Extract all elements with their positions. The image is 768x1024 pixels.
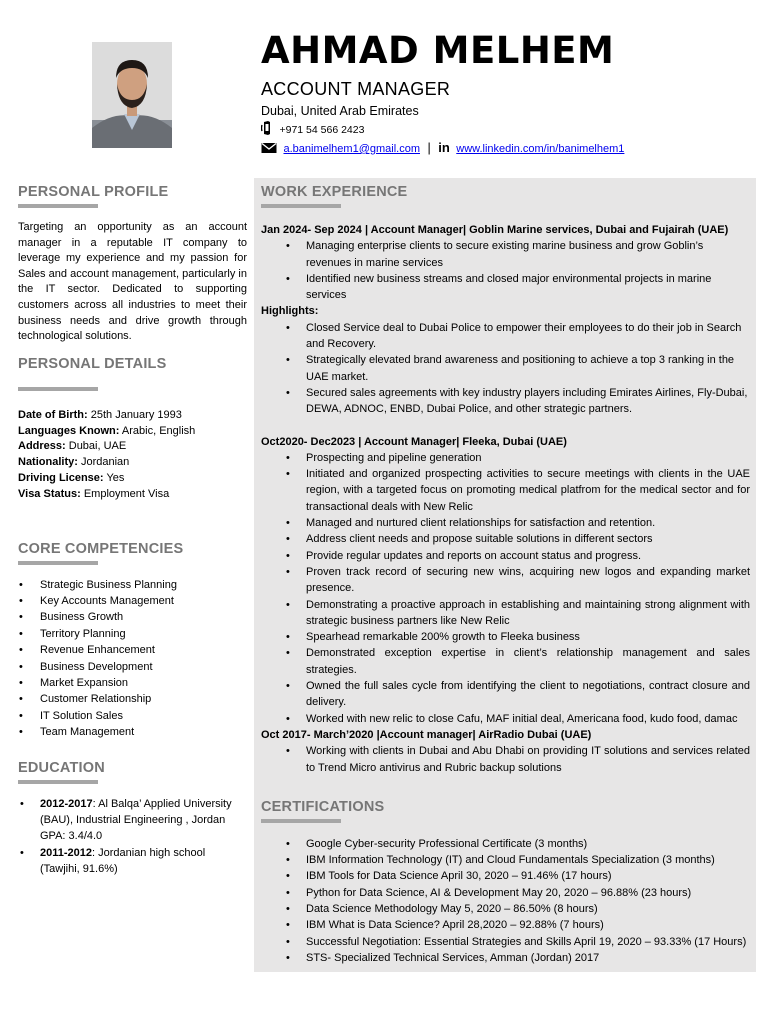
heading-underline <box>18 561 98 565</box>
highlights-label: Highlights: <box>261 305 319 318</box>
certifications-heading: CERTIFICATIONS <box>261 798 385 815</box>
job-entry <box>261 434 750 727</box>
profile-photo-image <box>92 42 172 148</box>
linkedin-link[interactable]: www.linkedin.com/in/banimelhem1 <box>456 143 625 155</box>
job-bullets <box>261 450 750 727</box>
list-item: • Data Science Methodology May 5, 2020 – 86.50% (8 hours) <box>261 901 750 917</box>
contact-separator: | <box>427 141 431 155</box>
list-item: • Google Cyber-security Professional Certificate (3 months) <box>261 836 750 852</box>
list-item: • Revenue Enhancement <box>18 642 247 658</box>
detail-row: Driving License: Yes <box>18 471 125 484</box>
list-item: • Proven track record of securing new wins, acquiring new logos and expanding market presence. <box>261 564 750 597</box>
list-item: • Closed Service deal to Dubai Police to empower their employees to do their job in Search and Recovery. <box>261 320 750 353</box>
linkedin-icon: in <box>438 140 450 155</box>
job-entry <box>261 222 750 418</box>
job-entry <box>261 727 750 776</box>
candidate-name: AHMAD MELHEM <box>261 29 615 72</box>
list-item: • IBM Tools for Data Science April 30, 2020 – 91.46% (17 hours) <box>261 868 750 884</box>
resume-header <box>261 30 761 158</box>
left-column <box>18 183 247 879</box>
list-item: • Business Development <box>18 659 247 675</box>
list-item: • IT Solution Sales <box>18 708 247 724</box>
email-icon <box>261 142 277 154</box>
list-item: • 2011-2012: Jordanian high school (Tawjihi, 91.6%) <box>18 845 247 877</box>
list-item: • Managed and nurtured client relationships for satisfaction and retention. <box>261 515 750 531</box>
certifications-list <box>261 836 750 966</box>
list-item: • Territory Planning <box>18 626 247 642</box>
detail-row: Nationality: Jordanian <box>18 456 130 469</box>
list-item: • Demonstrated exception expertise in client’s relationship management and sales strategies. <box>261 645 750 678</box>
personal-details-section <box>18 355 247 503</box>
list-item: • Working with clients in Dubai and Abu Dhabi on providing IT solutions and services related to Trend Micro antivirus and Rubric backup solutions <box>261 743 750 776</box>
details-list <box>18 408 247 503</box>
right-column <box>254 178 756 972</box>
list-item: • IBM Information Technology (IT) and Cloud Fundamentals Specialization (3 months) <box>261 852 750 868</box>
list-item: • Owned the full sales cycle from identifying the client to negotiations, contract closure and delivery. <box>261 678 750 711</box>
core-competencies-heading: CORE COMPETENCIES <box>18 540 184 557</box>
heading-underline <box>18 780 98 784</box>
certifications-section <box>261 798 750 966</box>
location-line <box>261 102 761 120</box>
education-list <box>18 796 247 878</box>
job-bullets <box>261 238 750 303</box>
detail-row: Visa Status: Employment Visa <box>18 487 170 500</box>
list-item: • 2012-2017: Al Balqa’ Applied University (BAU), Industrial Engineering , Jordan GPA: 3.4/4.0 <box>18 796 247 845</box>
location: Dubai, United Arab Emirates <box>261 104 419 118</box>
personal-details-heading: PERSONAL DETAILS <box>18 355 167 372</box>
profile-text: Targeting an opportunity as an account manager in a reputable IT company to leverage my experience and my passion for Sales and account management, particularly in the IT sector. Dedicated to supporting customers across all industries to meet their business needs and drive growth through technological solutions. <box>18 221 247 343</box>
list-item: • Team Management <box>18 724 247 740</box>
work-experience-heading: WORK EXPERIENCE <box>261 184 408 200</box>
job-role: Jan 2024- Sep 2024 | Account Manager| Goblin Marine services, Dubai and Fujairah (UAE) <box>261 224 729 236</box>
list-item: • Python for Data Science, AI & Development May 20, 2020 – 96.88% (23 hours) <box>261 885 750 901</box>
job-title: ACCOUNT MANAGER <box>261 79 451 99</box>
job-bullets <box>261 743 750 776</box>
profile-photo <box>92 42 172 148</box>
email-link[interactable]: a.banimelhem1@gmail.com <box>283 143 420 155</box>
list-item: • Customer Relationship <box>18 691 247 707</box>
phone-number: +971 54 566 2423 <box>279 124 365 136</box>
list-item: • Business Growth <box>18 609 247 625</box>
list-item: • Secured sales agreements with key industry players including Emirates Airlines, Fly-Dubai, DEWA, ADNOC, ENBD, Dubai Police, and other strategic partners. <box>261 385 750 418</box>
list-item: • Successful Negotiation: Essential Strategies and Skills April 19, 2020 – 93.33% (17 Hours) <box>261 934 750 950</box>
job-role: Oct 2017- March’2020 |Account manager| AirRadio Dubai (UAE) <box>261 728 592 741</box>
personal-profile-heading: PERSONAL PROFILE <box>18 184 169 200</box>
list-item: • Worked with new relic to close Cafu, MAF initial deal, Americana food, kudo food, damac <box>261 711 750 727</box>
contact-line <box>261 139 761 158</box>
highlight-bullets <box>261 320 750 418</box>
education-heading: EDUCATION <box>18 759 105 776</box>
list-item: • Address client needs and propose suitable solutions in different sectors <box>261 531 750 547</box>
education-section <box>18 759 247 878</box>
list-item: • Market Expansion <box>18 675 247 691</box>
list-item: • Provide regular updates and reports on account status and progress. <box>261 548 750 564</box>
job-role: Oct2020- Dec2023 | Account Manager| Fleeka, Dubai (UAE) <box>261 435 567 448</box>
list-item: • Managing enterprise clients to secure existing marine business and grow Goblin’s revenues in marine services <box>261 238 750 271</box>
list-item: • Strategically elevated brand awareness and positioning to achieve a top 3 ranking in the UAE market. <box>261 352 750 385</box>
list-item: • Strategic Business Planning <box>18 577 247 593</box>
list-item: • Spearhead remarkable 200% growth to Fleeka business <box>261 629 750 645</box>
detail-row: Address: Dubai, UAE <box>18 440 127 453</box>
heading-underline <box>18 204 98 208</box>
list-item: • STS- Specialized Technical Services, Amman (Jordan) 2017 <box>261 950 750 966</box>
phone-icon <box>261 121 273 135</box>
heading-underline <box>261 204 341 208</box>
list-item: • Key Accounts Management <box>18 593 247 609</box>
personal-profile-section <box>18 183 247 345</box>
phone-line <box>261 120 761 139</box>
list-item: • Prospecting and pipeline generation <box>261 450 750 466</box>
detail-row: Languages Known: Arabic, English <box>18 424 196 437</box>
heading-underline <box>261 819 341 823</box>
core-competencies-section <box>18 540 247 741</box>
list-item: • IBM What is Data Science? April 28,2020 – 92.88% (7 hours) <box>261 917 750 933</box>
heading-underline <box>18 387 98 391</box>
detail-row: Date of Birth: 25th January 1993 <box>18 408 182 421</box>
list-item: • Initiated and organized prospecting activities to secure meetings with clients in the UAE region, with a targeted focus on promoting medical platfrom for the medical sector and for transactional deals with New Relic <box>261 466 750 515</box>
list-item: • Demonstrating a proactive approach in establishing and maintaining strong alignment with strategic business partners like New Relic <box>261 597 750 630</box>
list-item: • Identified new business streams and closed major environmental projects in marine services <box>261 271 750 304</box>
competencies-list <box>18 577 247 741</box>
